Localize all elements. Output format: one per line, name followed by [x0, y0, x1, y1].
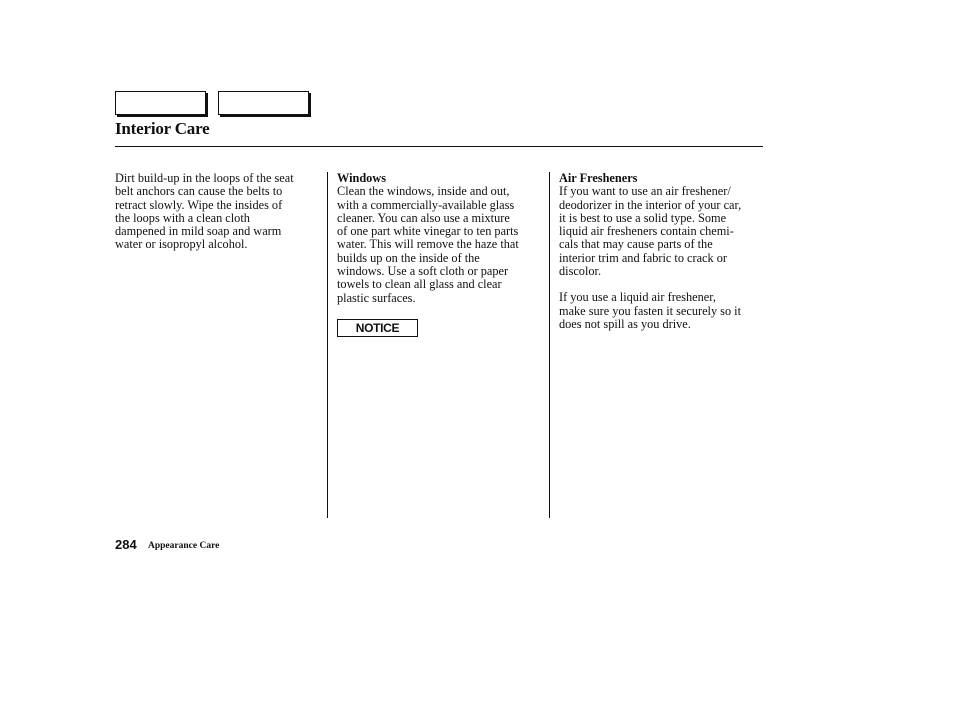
text-line: If you want to use an air freshener/ — [559, 184, 731, 199]
text-line: interior trim and fabric to crack or — [559, 250, 727, 265]
text-line: If you use a liquid air freshener, — [559, 290, 716, 305]
notice-badge: NOTICE — [337, 319, 418, 337]
text-line: discolor. — [559, 264, 602, 279]
text-line: liquid air fresheners contain chemi- — [559, 224, 734, 239]
text-line: Clean the windows, inside and out, — [337, 184, 510, 199]
text-line: the loops with a clean cloth — [115, 210, 250, 225]
column-windows — [337, 172, 547, 305]
text-line: dampened in mild soap and warm — [115, 224, 282, 239]
column-seat-belts — [115, 172, 320, 252]
text-line: of one part white vinegar to ten parts — [337, 224, 519, 239]
text-line: cals that may cause parts of the — [559, 237, 713, 252]
text-line: make sure you fasten it securely so it — [559, 303, 742, 318]
text-line: retract slowly. Wipe the insides of — [115, 197, 283, 212]
text-line: water or isopropyl alcohol. — [115, 237, 248, 252]
section-heading-windows: Windows — [337, 171, 386, 185]
text-line: Dirt build-up in the loops of the seat — [115, 171, 294, 185]
nav-box-previous[interactable] — [115, 91, 206, 115]
text-line: builds up on the inside of the — [337, 250, 480, 265]
nav-box-next[interactable] — [218, 91, 309, 115]
text-line: cleaner. You can also use a mixture — [337, 210, 510, 225]
text-line: it is best to use a solid type. Some — [559, 210, 727, 225]
text-line: with a commercially-available glass — [337, 197, 515, 212]
column-air-fresheners — [559, 172, 769, 331]
title-rule — [115, 146, 763, 147]
text-line: towels to clean all glass and clear — [337, 277, 502, 292]
column-divider — [549, 172, 550, 518]
text-line: plastic surfaces. — [337, 290, 416, 305]
text-line: water. This will remove the haze that — [337, 237, 519, 252]
page-title: Interior Care — [115, 119, 210, 138]
text-line: does not spill as you drive. — [559, 316, 691, 331]
column-divider — [327, 172, 328, 518]
text-line: belt anchors can cause the belts to — [115, 184, 283, 199]
text-line: deodorizer in the interior of your car, — [559, 197, 742, 212]
section-heading-air-fresheners: Air Fresheners — [559, 171, 638, 185]
footer-section-name: Appearance Care — [148, 541, 220, 551]
text-line: windows. Use a soft cloth or paper — [337, 264, 509, 279]
page-number: 284 — [115, 537, 137, 552]
